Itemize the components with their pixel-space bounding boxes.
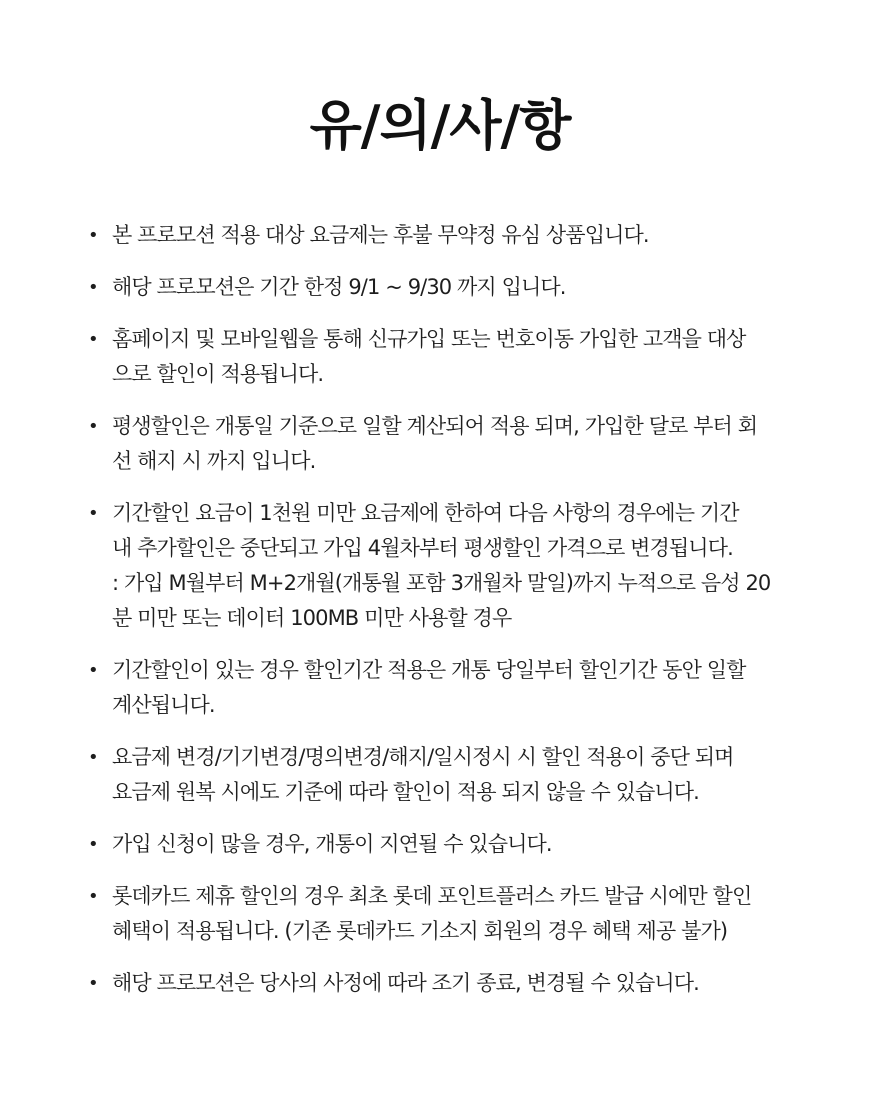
note-line: 분 미만 또는 데이터 100MB 미만 사용할 경우 [112,606,512,630]
note-line: 해당 프로모션은 당사의 사정에 따라 조기 종료, 변경될 수 있습니다. [112,971,699,995]
bullet-icon: • [88,503,98,524]
bullet-icon: • [88,886,98,907]
bullet-icon: • [88,277,98,298]
bullet-icon: • [88,416,98,437]
note-line: 요금제 변경/기기변경/명의변경/해지/일시정시 시 할인 적용이 중단 되며 [112,745,734,769]
list-item [88,322,808,392]
list-item [88,740,808,810]
list-item [88,496,808,636]
list-item [88,218,808,253]
page-title: 유/의/사/항 [309,94,571,157]
list-item [88,966,808,1001]
note-line: 으로 할인이 적용됩니다. [112,362,324,386]
bullet-icon: • [88,747,98,768]
note-line: 본 프로모션 적용 대상 요금제는 후불 무약정 유심 상품입니다. [112,223,649,247]
note-line: 기간할인 요금이 1천원 미만 요금제에 한하여 다음 사항의 경우에는 기간 [112,501,739,525]
notes-list [88,218,808,1018]
bullet-icon: • [88,225,98,246]
note-line: 가입 신청이 많을 경우, 개통이 지연될 수 있습니다. [112,832,552,856]
note-line: 롯데카드 제휴 할인의 경우 최초 롯데 포인트플러스 카드 발급 시에만 할인 [112,884,752,908]
list-item [88,653,808,723]
list-item [88,827,808,862]
note-line: 평생할인은 개통일 기준으로 일할 계산되어 적용 되며, 가입한 달로 부터 회 [112,414,758,438]
list-item [88,879,808,949]
bullet-icon: • [88,660,98,681]
note-line: 혜택이 적용됩니다. (기존 롯데카드 기소지 회원의 경우 혜택 제공 불가) [112,919,728,943]
list-item [88,270,808,305]
bullet-icon: • [88,973,98,994]
note-line: 계산됩니다. [112,693,215,717]
note-line: 선 해지 시 까지 입니다. [112,449,316,473]
note-line: 요금제 원복 시에도 기준에 따라 할인이 적용 되지 않을 수 있습니다. [112,780,699,804]
note-line: 해당 프로모션은 기간 한정 9/1 ~ 9/30 까지 입니다. [112,275,566,299]
bullet-icon: • [88,329,98,350]
note-line: 홈페이지 및 모바일웹을 통해 신규가입 또는 번호이동 가입한 고객을 대상 [112,327,746,351]
list-item [88,409,808,479]
note-line: : 가입 M월부터 M+2개월(개통월 포함 3개월차 말일)까지 누적으로 음성 20 [112,571,771,595]
note-line: 내 추가할인은 중단되고 가입 4월차부터 평생할인 가격으로 변경됩니다. [112,536,733,560]
bullet-icon: • [88,834,98,855]
note-line: 기간할인이 있는 경우 할인기간 적용은 개통 당일부터 할인기간 동안 일할 [112,658,746,682]
